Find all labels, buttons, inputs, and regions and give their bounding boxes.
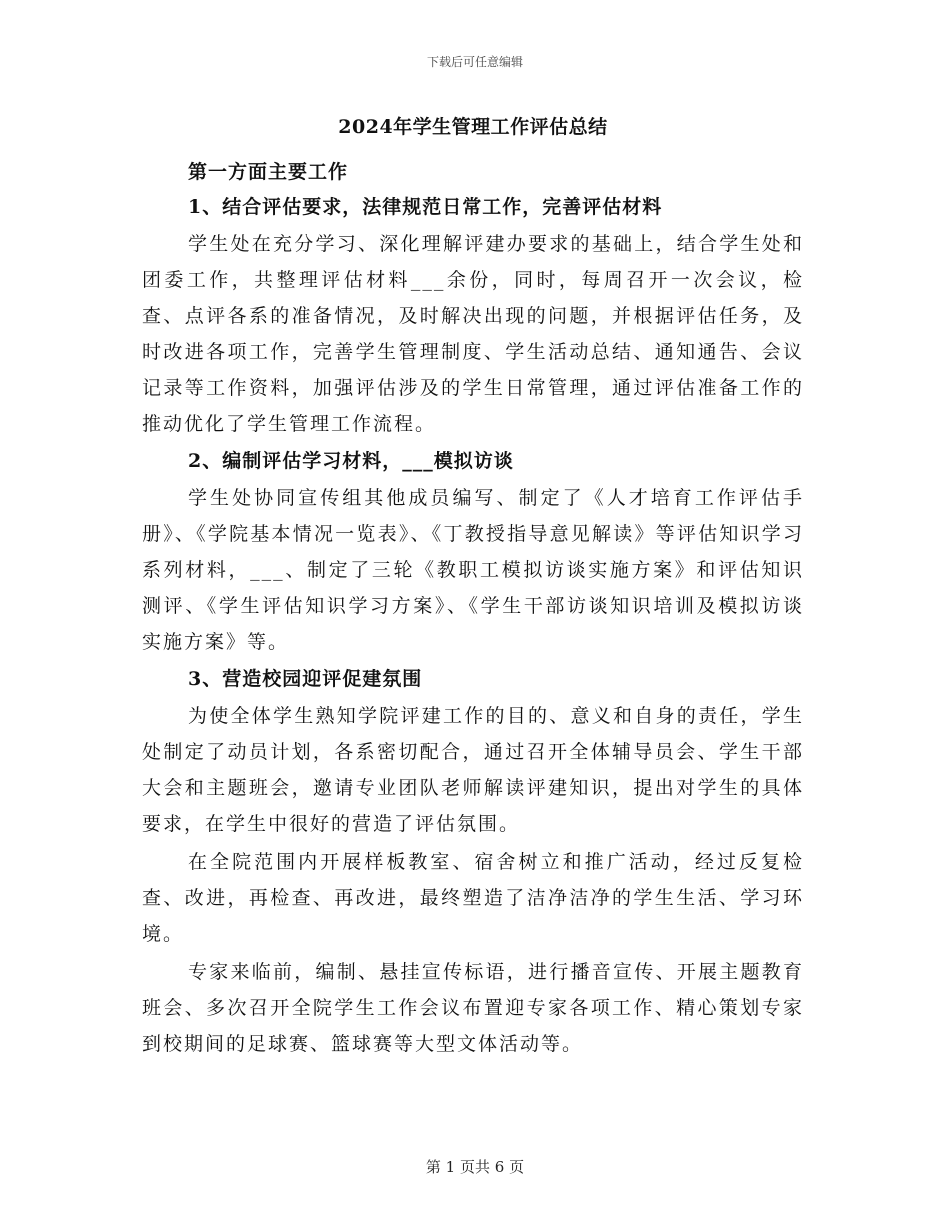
item-3 (142, 662, 804, 1062)
item-1 (142, 190, 804, 442)
page-header: 下载后可任意编辑 (426, 55, 523, 69)
item-heading: 3、营造校园迎评促建氛围 (188, 668, 423, 690)
item-2 (142, 444, 804, 660)
item-heading: 1、结合评估要求，法律规范日常工作，完善评估材料 (188, 196, 663, 218)
paragraph: 为使全体学生熟知学院评建工作的目的、意义和自身的责任，学生处制定了动员计划，各系密切配合，通过召开全体辅导员会、学生干部大会和主题班会，邀请专业团队老师解读评建知识，提出对学生的具体要求，在学生中很好的营造了评估氛围。 (142, 705, 804, 835)
page-footer: 第 1 页共 6 页 (425, 1158, 525, 1176)
paragraph: 专家来临前，编制、悬挂宣传标语，进行播音宣传、开展主题教育班会、多次召开全院学生工作会议布置迎专家各项工作、精心策划专家到校期间的足球赛、篮球赛等大型文体活动等。 (142, 961, 804, 1055)
paragraph: 学生处协同宣传组其他成员编写、制定了《人才培育工作评估手册》、《学院基本情况一览表》、《丁教授指导意见解读》等评估知识学习系列材料，___、制定了三轮《教职工模拟访谈实施方案》和评估知识测评、《学生评估知识学习方案》、《学生干部访谈知识培训及模拟访谈实施方案》等。 (142, 487, 804, 653)
paragraph: 学生处在充分学习、深化理解评建办要求的基础上，结合学生处和团委工作，共整理评估材料___余份，同时，每周召开一次会议，检查、点评各系的准备情况，及时解决出现的问题，并根据评估任务，及时改进各项工作，完善学生管理制度、学生活动总结、通知通告、会议记录等工作资料，加强评估涉及的学生日常管理，通过评估准备工作的推动优化了学生管理工作流程。 (142, 233, 804, 435)
document-body (142, 112, 804, 1064)
item-heading: 2、编制评估学习材料，___模拟访谈 (188, 450, 514, 472)
section-heading: 第一方面主要工作 (188, 161, 349, 183)
document-title: 2024年学生管理工作评估总结 (338, 116, 608, 138)
paragraph: 在全院范围内开展样板教室、宿舍树立和推广活动，经过反复检查、改进，再检查、再改进，最终塑造了洁净洁净的学生生活、学习环境。 (142, 851, 804, 945)
